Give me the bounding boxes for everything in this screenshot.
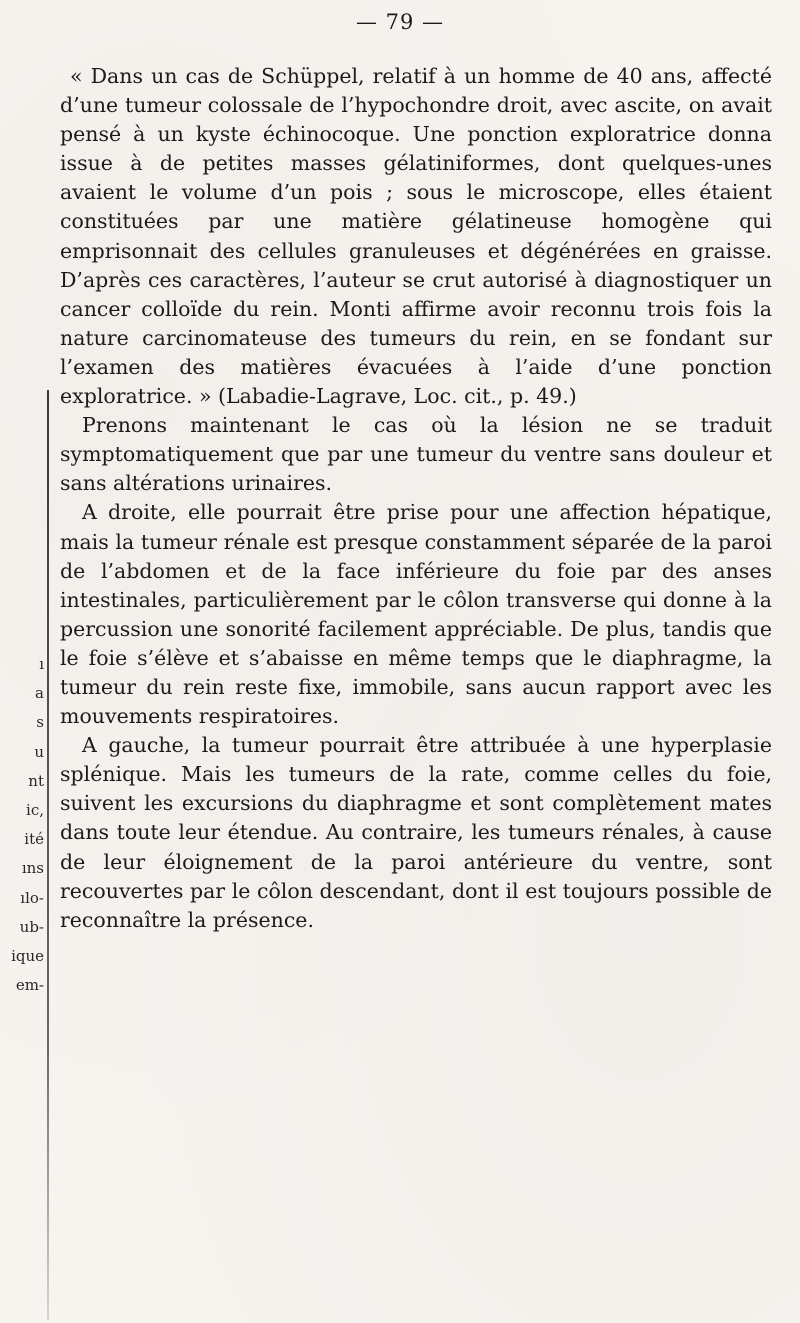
paragraph-symptoms: Prenons maintenant le cas où la lésion ne se traduit symptomatiquement que par une tumeur du ventre sans douleur et sans altérations urinaires.: [60, 413, 772, 496]
facing-page-bleed: [0, 650, 44, 1000]
bleed-fragment: ité: [24, 830, 44, 849]
bleed-fragment: ub-: [19, 917, 44, 936]
bleed-fragment: ic,: [26, 801, 44, 820]
bleed-fragment: ique: [11, 947, 44, 966]
bleed-fragment: a: [35, 684, 44, 703]
paragraph-quote: « Dans un cas de Schüppel, relatif à un homme de 40 ans, affecté d’une tumeur colossale de l’hypochondre droit, avec ascite, on avait pensé à un kyste échinocoque. Une ponction exploratrice donna issue à de petites masses gélatiniformes, dont quelques-unes avaient le volume d’un pois ; sous le microscope, elles étaient constituées par une matière gélatineuse homogène qui emprisonnait des cellules granuleuses et dégénérées en graisse. D’après ces caractères, l’auteur se crut autorisé à diagnostiquer un cancer colloïde du rein. Monti affirme avoir reconnu trois fois la nature carcinomateuse des tumeurs du rein, en se fondant sur l’examen des matières évacuées à l’aide d’une ponction exploratrice. » (Labadie-Lagrave, Loc. cit., p. 49.): [60, 64, 772, 409]
page-number: — 79 —: [355, 10, 445, 34]
binding-edge: [47, 390, 49, 1320]
bleed-fragment: s: [36, 713, 44, 732]
bleed-fragment: ıns: [21, 859, 44, 878]
bleed-fragment: ı: [39, 655, 44, 673]
bleed-fragment: em-: [15, 976, 44, 995]
bleed-fragment: ılo-: [20, 888, 44, 907]
paragraph-right-side: A droite, elle pourrait être prise pour une affection hépatique, mais la tumeur rénale est presque constamment séparée de la paroi de l’abdomen et de la face inférieure du foie par des anses intestinales, particulièrement par le côlon transverse qui donne à la percussion une sonorité facilement appréciable. De plus, tandis que le foie s’élève et s’abaisse en même temps que le diaphragme, la tumeur du rein reste fixe, immobile, sans aucun rapport avec les mouvements respiratoires.: [60, 500, 772, 729]
bleed-fragment: u: [34, 742, 44, 761]
body-text: [60, 62, 772, 935]
paragraph-left-side: A gauche, la tumeur pourrait être attribuée à une hyperplasie splénique. Mais les tumeurs de la rate, comme celles du foie, suivent les excursions du diaphragme et sont complètement mates dans toute leur étendue. Au contraire, les tumeurs rénales, à cause de leur éloignement de la paroi antérieure du ventre, sont recouvertes par le côlon descendant, dont il est toujours possible de reconnaître la présence.: [60, 733, 772, 932]
bleed-fragment: nt: [28, 771, 44, 790]
